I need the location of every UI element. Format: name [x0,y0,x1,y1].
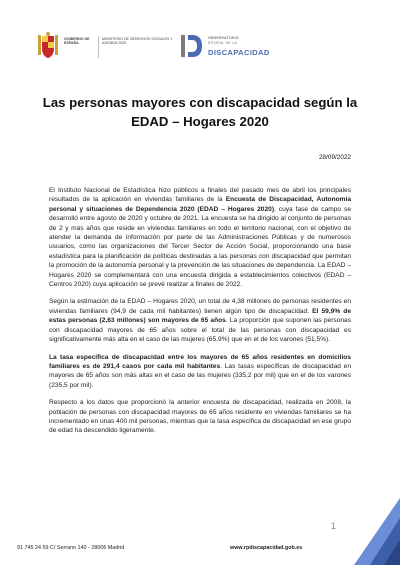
p3-bold: La tasa específica de discapacidad entre los mayores de 65 años residentes en domicilios familiares es de 291,4 casos por cada mil habitantes [49,353,351,370]
paragraph-4 [49,398,351,436]
government-logo [36,32,173,62]
footer-contact: 91 745 24 59 C/ Serrano 140 - 28006 Madrid [17,545,125,551]
page-header [36,30,366,66]
p1-text-a: El Instituto Nacional de Estadística hizo públicos a finales del pasado mes de abril los principales resultados de la aplicación en viviendas familiares de la [49,187,351,204]
observatory-logo [180,30,280,62]
article-body [49,186,351,444]
gov-label: GOBIERNO DE ESPAÑA [64,37,90,46]
logo-divider [98,36,99,58]
observatory-line3: DISCAPACIDAD [208,48,270,57]
coat-of-arms-icon [36,32,60,60]
observatory-mark-icon [180,32,204,60]
observatory-line2: ESTATAL DE LA [208,41,238,45]
page-number: 1 [331,521,337,531]
paragraph-1 [49,186,351,289]
ministry-label: MINISTERIO DE DERECHOS SOCIALES Y AGENDA 2030 [102,37,173,46]
p3-text-b: . Las tasas específicas de discapacidad en mayores de 65 años son más altas en el caso de las mujeres (335,2 por mil) que en el de los varones (235,5 por mil). [49,362,352,389]
publication-date: 28/09/2022 [319,154,351,161]
paragraph-2 [49,297,351,344]
paragraph-3 [49,353,351,391]
corner-decoration-icon [342,490,400,565]
p2-text-c: . La proporción que suponen las personas con discapacidad mayores de 65 años sobre el total de las personas con discapacidad es significativamente más alta en el caso de las mujeres (65,9%) que en el de los varones (51,5%). [49,317,352,344]
p1-bold: Encuesta de Discapacidad, Autonomía personal y situaciones de Dependencia 2020 (EDAD – Hogares 2020) [49,196,351,213]
p4-text-a: Respecto a los datos que proporcionó la anterior encuesta de discapacidad, realizada en 2008, la población de personas con discapacidad mayores de 65 años residente en viviendas familiares se ha incrementado en unas 400 mil personas, mientras que la tasa específica de discapacidad en ese grupo de edad ha descendido ligeramente. [49,399,351,435]
page-title: Las personas mayores con discapacidad según la EDAD – Hogares 2020 [42,95,358,129]
p2-bold: El 59,9% de estas personas (2,63 millones) son mayores de 65 años [49,307,352,325]
p1-text-c: , cuya fase de campo se desarrolló entre agosto de 2020 y octubre de 2021. La encuesta se ha dirigido al conjunto de personas de 2 y más años que reside en viviendas familiares en todo el territorio nacional, con el objetivo de atender la demanda de información por parte de las Administraciones Públicas y de numerosos usuarios, como las organizaciones del Tercer Sector de Acción Social, proporcionando una base estadística para la planificación de políticas destinadas a las personas con discapacidad que permitan la promoción de la autonomía personal y la prevención de las situaciones de dependencia. La EDAD – Hogares 2020 se complementará con una encuesta dirigida a establecimientos colectivos (EDAD – Centros 2020) cuya aplicación se prevé realizar a finales de 2022. [49,205,351,289]
observatory-line1: OBSERVATORIO [208,36,239,40]
p2-text-a: Según la estimación de la EDAD – Hogares 2020, un total de 4,38 millones de personas residentes en viviendas familiares (94,9 de cada mil habitantes) tienen algún tipo de discapacidad. [49,298,351,315]
footer-website[interactable]: www.rpdiscapacidad.gob.es [230,545,303,551]
